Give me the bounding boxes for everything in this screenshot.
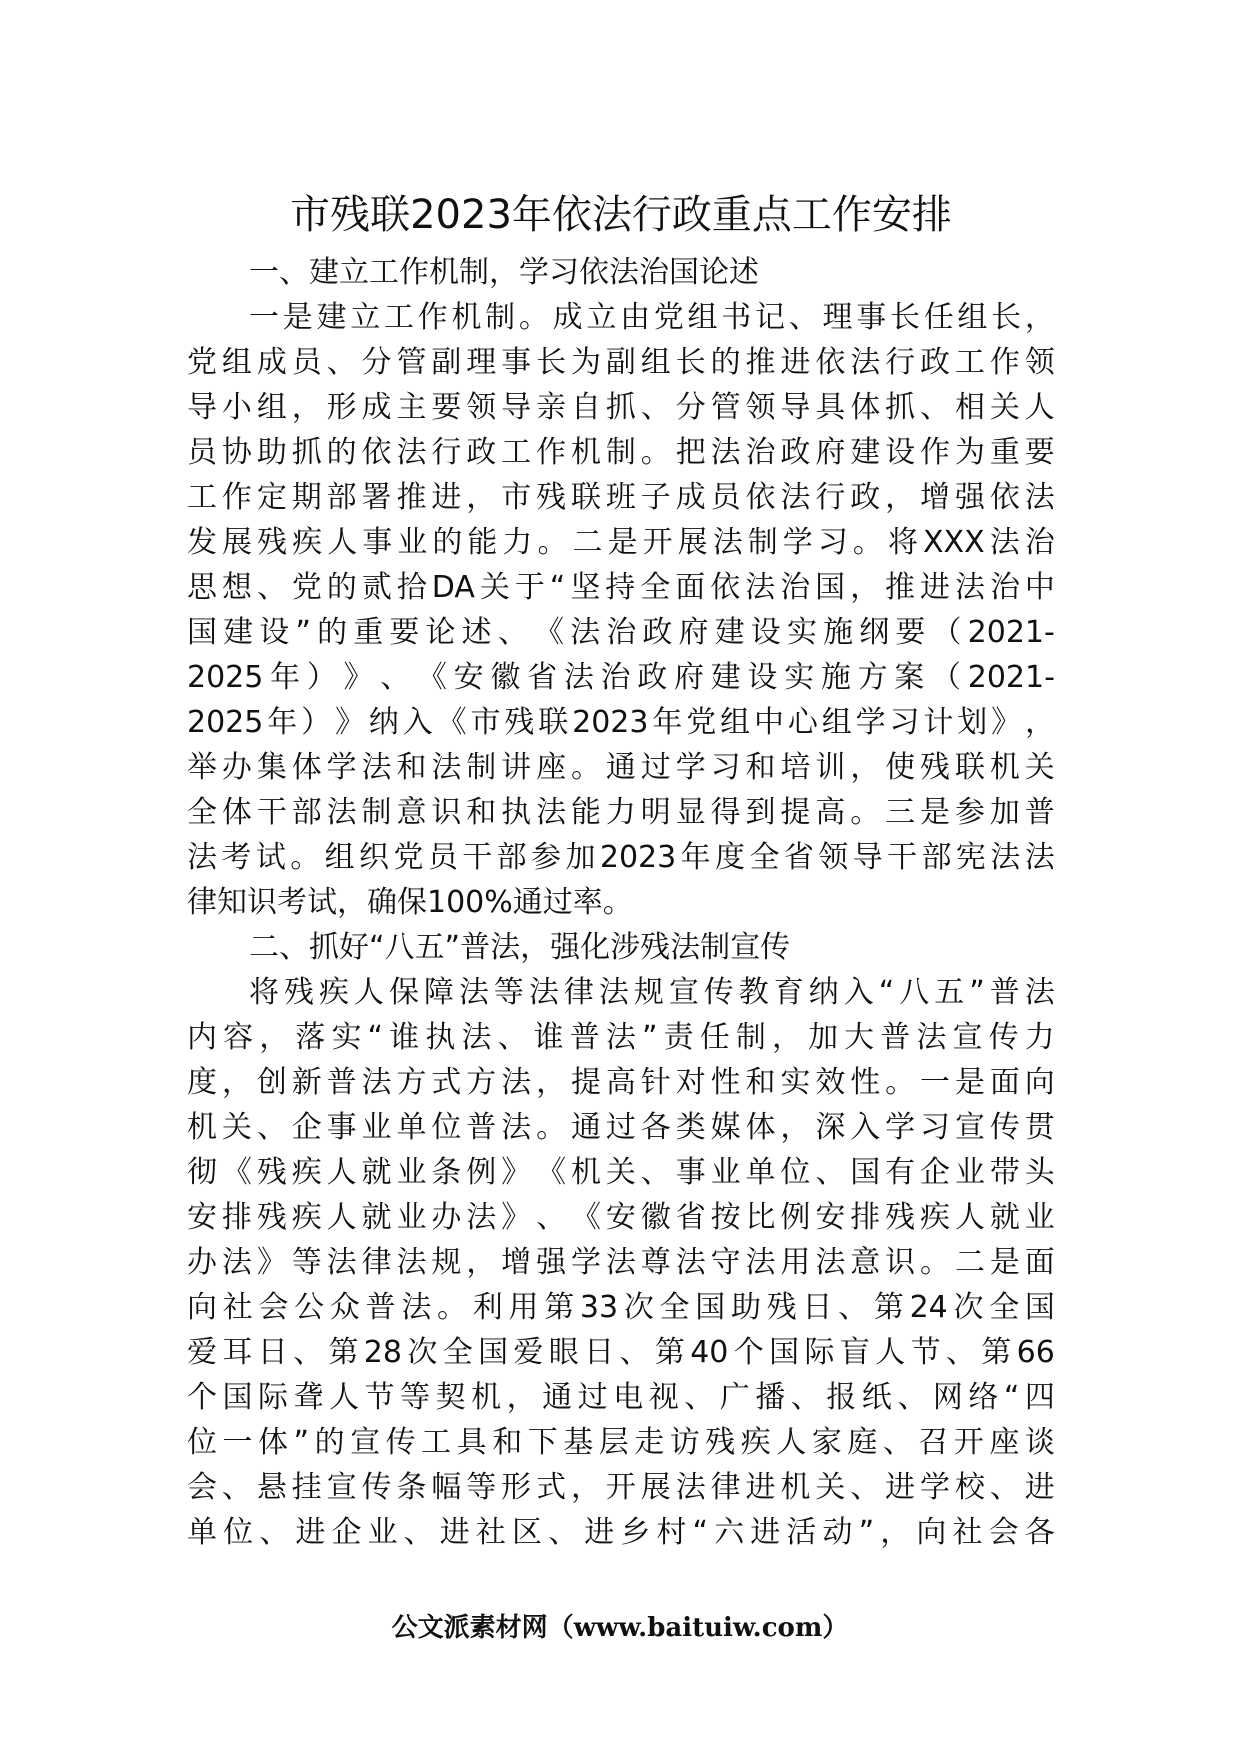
document-page <box>187 180 1055 1555</box>
paragraph-line: 单 位 、 进 企 业 、 进 社 区 、 进 乡 村 “ 六 进 活 动 ” ， 向 社 会 各 <box>187 1515 1055 1550</box>
paragraph-line: 一 是 建 立 工 作 机 制 。 成 立 由 党 组 书 记 、 理 事 长 任 组 长 ， <box>249 300 1055 335</box>
paragraph-line: 思 想 、 党 的 贰 拾 DA 关 于 “ 坚 持 全 面 依 法 治 国 ， 推 进 法 治 中 <box>187 570 1055 605</box>
paragraph-line: 内 容 ， 落 实 “ 谁 执 法 、 谁 普 法 ” 责 任 制 ， 加 大 普 法 宣 传 力 <box>187 1020 1055 1055</box>
paragraph-line: 安 排 残 疾 人 就 业 办 法 》 、 《 安 徽 省 按 比 例 安 排 残 疾 人 就 业 <box>187 1200 1055 1235</box>
paragraph-line: 工 作 定 期 部 署 推 进 ， 市 残 联 班 子 成 员 依 法 行 政 ， 增 强 依 法 <box>187 480 1055 515</box>
paragraph-line: 发 展 残 疾 人 事 业 的 能 力 。 二 是 开 展 法 制 学 习 。 将 XXX 法 治 <box>187 525 1055 560</box>
paragraph-line: 将 残 疾 人 保 障 法 等 法 律 法 规 宣 传 教 育 纳 入 “ 八 五 ” 普 法 <box>249 975 1055 1010</box>
paragraph-line: 办 法 》 等 法 律 法 规 ， 增 强 学 法 尊 法 守 法 用 法 意 识 。 二 是 面 <box>187 1245 1055 1280</box>
paragraph-line: 爱 耳 日 、 第 28 次 全 国 爱 眼 日 、 第 40 个 国 际 盲 人 节 、 第 66 <box>187 1335 1055 1370</box>
paragraph-line: 个 国 际 聋 人 节 等 契 机 ， 通 过 电 视 、 广 播 、 报 纸 、 网 络 “ 四 <box>187 1380 1055 1415</box>
paragraph-line: 全 体 干 部 法 制 意 识 和 执 法 能 力 明 显 得 到 提 高 。 三 是 参 加 普 <box>187 795 1055 830</box>
paragraph-line: 党 组 成 员 、 分 管 副 理 事 长 为 副 组 长 的 推 进 依 法 行 政 工 作 领 <box>187 345 1055 380</box>
document-title: 市残联2023年依法行政重点工作安排 <box>290 192 952 238</box>
paragraph-line: 位 一 体 ” 的 宣 传 工 具 和 下 基 层 走 访 残 疾 人 家 庭 、 召 开 座 谈 <box>187 1425 1055 1460</box>
paragraph-line: 彻 《 残 疾 人 就 业 条 例 》 《 机 关 、 事 业 单 位 、 国 有 企 业 带 头 <box>187 1155 1055 1190</box>
document-body <box>187 250 1055 1555</box>
paragraph-line: 律知识考试，确保100%通过率。 <box>187 885 633 920</box>
paragraph-line: 法 考 试 。 组 织 党 员 干 部 参 加 2023 年 度 全 省 领 导 干 部 宪 法 法 <box>187 840 1055 875</box>
paragraph-line: 导 小 组 ， 形 成 主 要 领 导 亲 自 抓 、 分 管 领 导 具 体 抓 、 相 关 人 <box>187 390 1055 425</box>
watermark-footer: 公文派素材网（www.baituiw.com） <box>391 1613 849 1643</box>
paragraph-line: 国 建 设 ” 的 重 要 论 述 、 《 法 治 政 府 建 设 实 施 纲 要 （ 2021- <box>187 615 1055 650</box>
paragraph-line: 2025 年 ） 》 、 《 安 徽 省 法 治 政 府 建 设 实 施 方 案 （ 2021- <box>187 660 1055 695</box>
paragraph-line: 向 社 会 公 众 普 法 。 利 用 第 33 次 全 国 助 残 日 、 第 24 次 全 国 <box>187 1290 1055 1325</box>
paragraph-line: 度 ， 创 新 普 法 方 式 方 法 ， 提 高 针 对 性 和 实 效 性 。 一 是 面 向 <box>187 1065 1055 1100</box>
paragraph-line: 举 办 集 体 学 法 和 法 制 讲 座 。 通 过 学 习 和 培 训 ， 使 残 联 机 关 <box>187 750 1055 785</box>
paragraph-line: 二、抓好“八五”普法，强化涉残法制宣传 <box>249 930 791 965</box>
paragraph-line: 2025 年 ） 》 纳 入 《 市 残 联 2023 年 党 组 中 心 组 学 习 计 划 》 ， <box>187 705 1055 740</box>
paragraph-line: 员 协 助 抓 的 依 法 行 政 工 作 机 制 。 把 法 治 政 府 建 设 作 为 重 要 <box>187 435 1055 470</box>
paragraph-line: 机 关 、 企 事 业 单 位 普 法 。 通 过 各 类 媒 体 ， 深 入 学 习 宣 传 贯 <box>187 1110 1055 1145</box>
paragraph-line: 一、建立工作机制，学习依法治国论述 <box>249 255 759 290</box>
paragraph-line: 会 、 悬 挂 宣 传 条 幅 等 形 式 ， 开 展 法 律 进 机 关 、 进 学 校 、 进 <box>187 1470 1055 1505</box>
